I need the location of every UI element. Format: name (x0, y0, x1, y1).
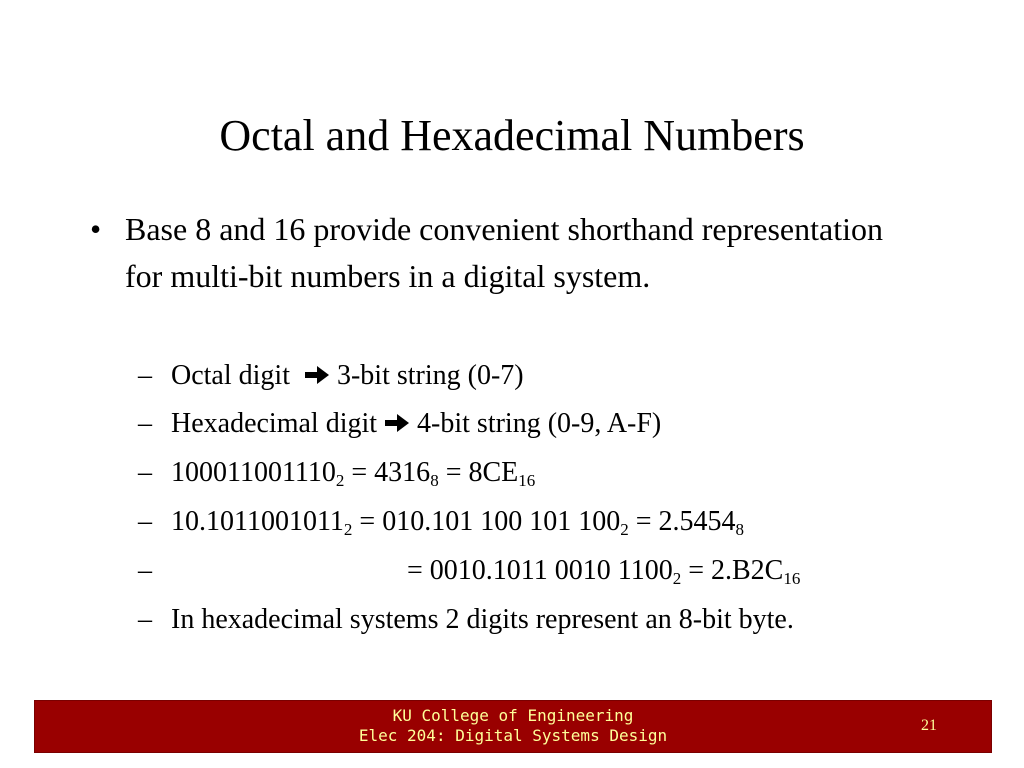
footer-caption (35, 706, 991, 746)
sub-bullet-dash: – (138, 360, 152, 391)
sub-bullet-hex-digit (138, 407, 661, 441)
sub-bullet-fraction-hex (138, 554, 800, 588)
binary-fraction-value: 10.1011001011 (171, 506, 344, 537)
sub-bullet-fraction-octal (138, 505, 744, 539)
octal-value: = 4316 (344, 457, 431, 488)
hex-digit-label: Hexadecimal digit (171, 408, 378, 439)
sub-bullet-hex-byte (138, 603, 794, 637)
base-subscript: 2 (343, 520, 353, 539)
hex-fraction-value: = 2.B2C (681, 555, 784, 586)
hex-value: = 8CE (438, 457, 519, 488)
right-arrow-icon (384, 413, 410, 433)
octal-fraction-value: = 2.5454 (628, 506, 736, 537)
main-bullet (90, 206, 910, 300)
base-subscript: 8 (735, 520, 745, 539)
grouped-binary-value: = 010.101 100 101 100 (352, 506, 621, 537)
base-subscript: 16 (783, 569, 801, 588)
sub-bullet-octal-digit (138, 359, 524, 393)
base-subscript: 2 (335, 471, 345, 490)
bullet-marker: • (90, 211, 102, 247)
sub-bullet-dash: – (138, 604, 152, 635)
sub-bullet-dash: – (138, 555, 152, 586)
sub-bullet-dash: – (138, 457, 152, 488)
hex-digit-description: 4-bit string (0-9, A-F) (417, 408, 662, 439)
footer-course-name: Elec 204: Digital Systems Design (358, 726, 668, 745)
sub-bullet-dash: – (138, 506, 152, 537)
base-subscript: 8 (430, 471, 439, 490)
sub-bullet-integer-conversion (138, 456, 535, 490)
sub-bullet-dash: – (138, 408, 152, 439)
slide-page-number: 21 (921, 717, 937, 734)
base-subscript: 2 (620, 520, 629, 539)
base-subscript: 2 (672, 569, 682, 588)
right-arrow-icon (304, 365, 330, 385)
binary-value: 100011001110 (171, 457, 336, 488)
grouped-binary-hex-value: = 0010.1011 0010 1100 (407, 555, 673, 586)
octal-digit-label: Octal digit (171, 360, 290, 391)
footer-bar (34, 700, 992, 753)
octal-digit-description: 3-bit string (0-7) (336, 360, 524, 391)
footer-college-name: KU College of Engineering (392, 706, 634, 725)
base-subscript: 16 (518, 471, 536, 490)
hex-byte-text: In hexadecimal systems 2 digits represent an 8-bit byte. (171, 604, 794, 635)
main-bullet-text: Base 8 and 16 provide convenient shorthand representation for multi-bit numbers in a digital system. (125, 211, 883, 294)
slide-title: Octal and Hexadecimal Numbers (219, 111, 805, 160)
